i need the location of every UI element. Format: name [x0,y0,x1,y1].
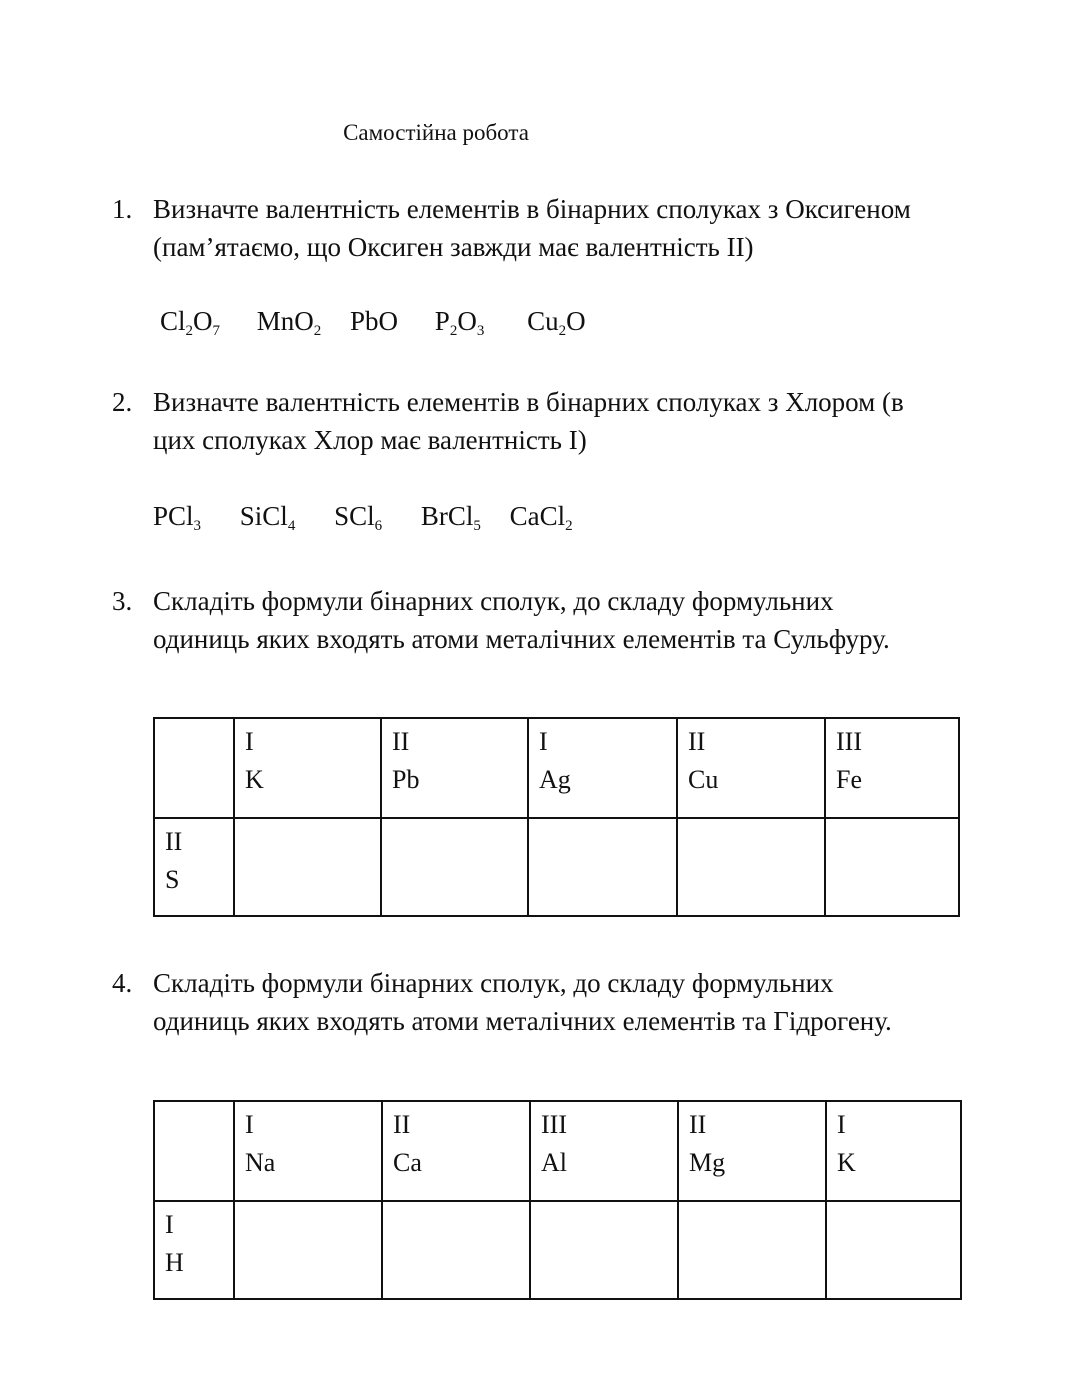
task-number: 3. [112,586,133,616]
answer-cell[interactable] [530,1201,678,1299]
task-text [153,383,1012,459]
task-1 [112,190,1012,266]
formula: PCl$_3$ [153,501,202,534]
table-header-cell [825,718,959,818]
valence-label: I [837,1110,846,1139]
task-text-line: Складіть формули бінарних сполук, до складу формульних [153,968,834,998]
task-text [153,190,1012,266]
table-header-cell [528,718,677,818]
valence-label: II [165,827,183,856]
answer-cell[interactable] [825,818,959,916]
task-text-line: одиниць яких входять атоми металічних елементів та Гідрогену. [153,1006,892,1036]
table-header-cell [530,1101,678,1201]
answer-cell[interactable] [381,818,528,916]
formula: MnO$_2$ [256,306,322,339]
element-label: H [165,1248,184,1277]
formula: $P_2O_3$ [434,306,485,339]
formula: $Cl_2O_7$ [160,306,221,339]
element-label: K [837,1148,856,1177]
table-header-row [154,1101,961,1201]
page-title: Самостійна робота [343,120,529,145]
task-text-line: цих сполуках Хлор має валентність I) [153,425,587,455]
formula: BrCl$_5$ [420,501,481,534]
formula: PbO [350,306,399,336]
table-header-row [154,718,959,818]
table-header-cell [677,718,825,818]
answer-cell[interactable] [528,818,677,916]
task-text-line: Визначте валентність елементів в бінарних сполуках з Хлором (в [153,387,904,417]
sulfur-compounds-table [153,717,960,917]
table-row [154,1201,961,1299]
task-text [153,964,1012,1040]
element-label: Fe [836,765,862,794]
table-header-cell [382,1101,530,1201]
valence-label: III [836,727,862,756]
answer-cell[interactable] [678,1201,826,1299]
table-header-cell [826,1101,961,1201]
table-row-header-cell [154,1201,234,1299]
table-row-header-cell [154,818,234,916]
table-header-cell [234,718,381,818]
valence-label: I [245,1110,254,1139]
hydrogen-compounds-table [153,1100,962,1300]
element-label: Mg [689,1148,726,1177]
formula-list [160,306,586,337]
element-label: Na [245,1148,276,1177]
valence-label: II [688,727,706,756]
table-header-cell [381,718,528,818]
valence-label: I [539,727,548,756]
valence-label: II [393,1110,411,1139]
element-label: K [245,765,264,794]
formula-list [153,501,573,532]
task-text-line: Складіть формули бінарних сполук, до складу формульних [153,586,834,616]
task-number: 1. [112,194,133,224]
table-corner-cell [154,718,234,818]
element-label: Al [541,1148,567,1177]
valence-label: II [392,727,410,756]
answer-cell[interactable] [234,818,381,916]
element-label: Ag [539,765,571,794]
task-3 [112,582,1012,658]
task-2 [112,383,1012,459]
table-header-cell [234,1101,382,1201]
formula: SiCl$_4$ [239,501,296,534]
task-4 [112,964,1012,1040]
element-label: Cu [688,765,719,794]
table-row [154,818,959,916]
valence-label: III [541,1110,567,1139]
task-number: 4. [112,968,133,998]
formula: $Cu_2O$ [527,306,586,339]
task-text [153,582,1012,658]
task-text-line: Визначте валентність елементів в бінарних сполуках з Оксигеном [153,194,911,224]
task-number: 2. [112,387,133,417]
element-label: S [165,865,180,894]
element-label: Pb [392,765,420,794]
formula: SCl$_6$ [334,501,383,534]
element-label: Ca [393,1148,422,1177]
table-corner-cell [154,1101,234,1201]
formula: CaCl$_2$ [509,501,573,534]
valence-label: I [165,1210,174,1239]
task-text-line: одиниць яких входять атоми металічних елементів та Сульфуру. [153,624,890,654]
answer-cell[interactable] [826,1201,961,1299]
table-header-cell [678,1101,826,1201]
valence-label: II [689,1110,707,1139]
task-text-line: (пам’ятаємо, що Оксиген завжди має валентність II) [153,232,754,262]
valence-label: I [245,727,254,756]
answer-cell[interactable] [234,1201,382,1299]
answer-cell[interactable] [382,1201,530,1299]
answer-cell[interactable] [677,818,825,916]
